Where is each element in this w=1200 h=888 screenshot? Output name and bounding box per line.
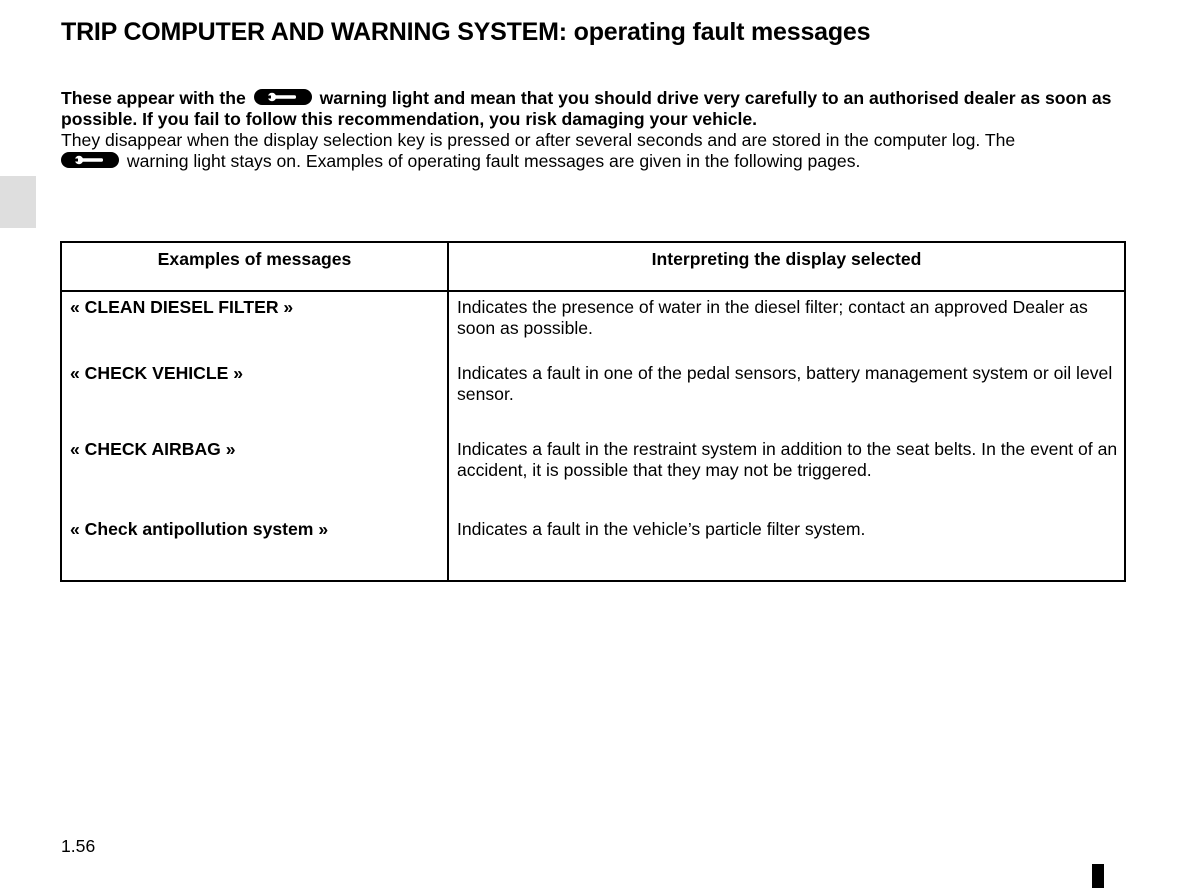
- meaning-check-antipollution: Indicates a fault in the vehicle’s particle filter system.: [457, 519, 866, 539]
- page-number: 1.56: [61, 836, 96, 856]
- fault-messages-table: [60, 241, 1126, 582]
- intro-normal-paragraph: [61, 130, 1121, 172]
- message-check-antipollution: « Check antipollution system »: [70, 519, 329, 539]
- intro-bold-paragraph: [61, 88, 1121, 130]
- table-body-row: [61, 291, 1125, 581]
- page-corner-mark: [1092, 864, 1104, 888]
- interpretation-column: [448, 291, 1125, 581]
- intro-text: [61, 88, 1121, 172]
- table-header-row: [61, 242, 1125, 291]
- meaning-check-vehicle: Indicates a fault in one of the pedal sensors, battery management system or oil level sensor.: [457, 363, 1113, 404]
- meaning-check-airbag: Indicates a fault in the restraint system in addition to the seat belts. In the event of an accident, it is possible that they may not be triggered.: [457, 439, 1118, 480]
- header-interpreting-display: Interpreting the display selected: [448, 242, 1125, 291]
- intro-bold-part2: warning light and mean that you should drive very carefully to an authorised dealer as soon as possible. If you fail to follow this recommendation, you risk damaging your vehicle.: [61, 88, 1112, 129]
- wrench-warning-icon: [254, 89, 312, 105]
- intro-bold-part1: These appear with the: [61, 88, 246, 108]
- message-clean-diesel-filter: « CLEAN DIESEL FILTER »: [70, 297, 294, 317]
- page-title: TRIP COMPUTER AND WARNING SYSTEM: operating fault messages: [61, 18, 871, 46]
- intro-normal-part1: They disappear when the display selection key is pressed or after several seconds and are stored in the computer log. The: [61, 130, 1016, 150]
- section-tab-marker: [0, 176, 36, 228]
- messages-column: [61, 291, 448, 581]
- message-check-airbag: « CHECK AIRBAG »: [70, 439, 236, 459]
- message-check-vehicle: « CHECK VEHICLE »: [70, 363, 244, 383]
- wrench-warning-icon: [61, 152, 119, 168]
- meaning-clean-diesel-filter: Indicates the presence of water in the diesel filter; contact an approved Dealer as soon as possible.: [457, 297, 1088, 338]
- intro-normal-part2: warning light stays on. Examples of operating fault messages are given in the following pages.: [126, 151, 861, 171]
- header-examples-of-messages: Examples of messages: [61, 242, 448, 291]
